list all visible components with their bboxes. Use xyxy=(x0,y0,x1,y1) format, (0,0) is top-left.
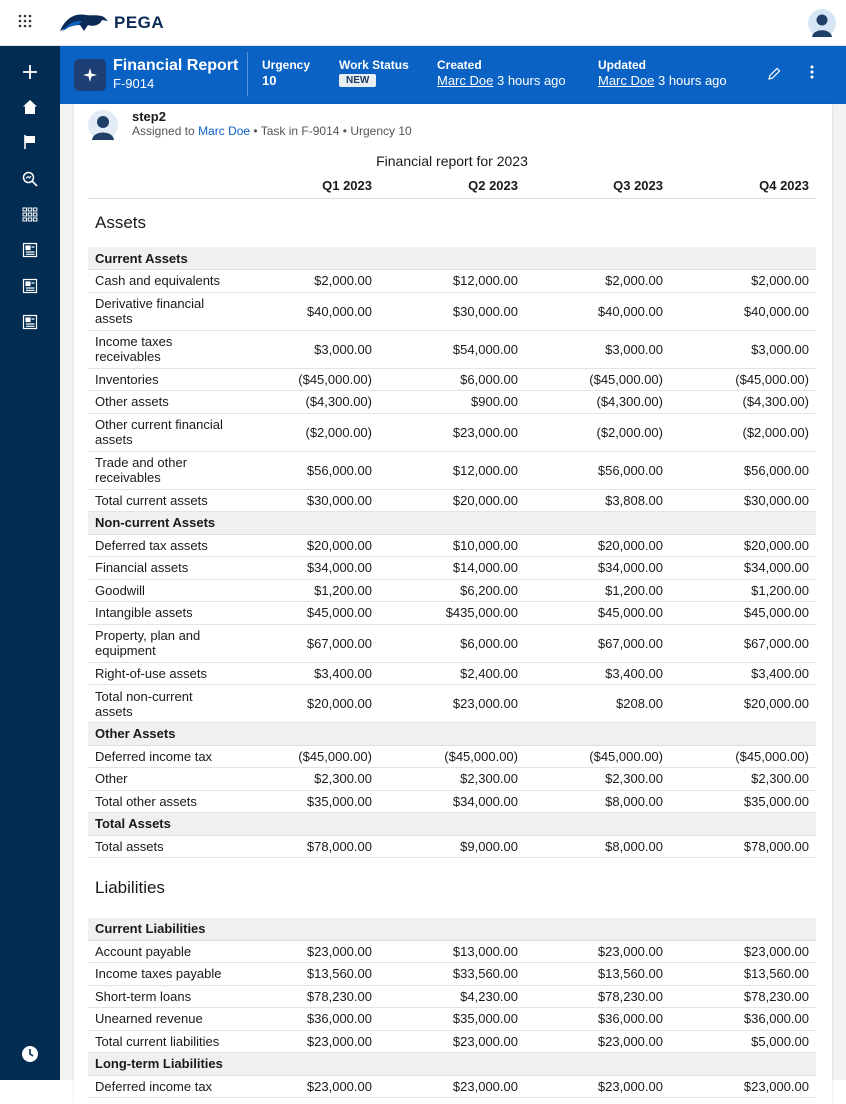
table-row xyxy=(88,1008,816,1031)
table-row xyxy=(88,391,816,414)
value-cell: $23,000.00 xyxy=(525,1030,670,1053)
value-cell: $435,000.00 xyxy=(379,602,525,625)
value-cell: $20,000.00 xyxy=(525,534,670,557)
column-header: Q2 2023 xyxy=(379,174,525,198)
value-cell: $10,000.00 xyxy=(379,534,525,557)
value-cell: $40,000.00 xyxy=(234,292,379,330)
group-header: Long-term Liabilities xyxy=(88,1053,816,1076)
report-icon-1[interactable] xyxy=(20,240,40,260)
column-header: Q4 2023 xyxy=(670,174,816,198)
value-cell: $3,808.00 xyxy=(525,489,670,512)
value-cell: $20,000.00 xyxy=(379,489,525,512)
value-cell: ($2,000.00) xyxy=(234,413,379,451)
header-divider xyxy=(247,52,248,96)
app-launcher-icon[interactable] xyxy=(18,14,42,34)
value-cell: $13,560.00 xyxy=(525,963,670,986)
value-cell: $23,000.00 xyxy=(379,685,525,723)
created-by-link[interactable]: Marc Doe xyxy=(437,73,494,88)
edit-pencil-icon[interactable] xyxy=(766,66,782,82)
financial-report-table xyxy=(88,174,816,1098)
section-heading-row xyxy=(88,198,816,247)
value-cell: $5,000.00 xyxy=(670,1030,816,1053)
value-cell: $23,000.00 xyxy=(670,940,816,963)
value-cell: $78,230.00 xyxy=(234,985,379,1008)
value-cell: $34,000.00 xyxy=(379,790,525,813)
left-navigation xyxy=(0,46,60,1080)
table-row xyxy=(88,451,816,489)
value-cell: $67,000.00 xyxy=(670,624,816,662)
value-cell: $4,230.00 xyxy=(379,985,525,1008)
value-cell: $30,000.00 xyxy=(670,489,816,512)
row-label: Inventories xyxy=(88,368,234,391)
value-cell: $13,560.00 xyxy=(234,963,379,986)
value-cell: $12,000.00 xyxy=(379,451,525,489)
value-cell: $6,000.00 xyxy=(379,624,525,662)
value-cell: $2,300.00 xyxy=(379,768,525,791)
group-header: Total Assets xyxy=(88,813,816,836)
row-label: Short-term loans xyxy=(88,985,234,1008)
case-title: Financial Report xyxy=(113,57,239,74)
status-badge: NEW xyxy=(339,74,376,87)
row-label: Total other assets xyxy=(88,790,234,813)
row-label: Account payable xyxy=(88,940,234,963)
value-cell: $6,000.00 xyxy=(379,368,525,391)
row-label: Goodwill xyxy=(88,579,234,602)
table-header-row xyxy=(88,174,816,198)
value-cell: $56,000.00 xyxy=(525,451,670,489)
table-row xyxy=(88,330,816,368)
row-label: Trade and other receivables xyxy=(88,451,234,489)
case-id: F-9014 xyxy=(113,76,155,91)
value-cell: $23,000.00 xyxy=(670,1075,816,1098)
created-time: 3 hours ago xyxy=(496,73,566,88)
more-actions-icon[interactable] xyxy=(804,64,820,84)
report-title: Financial report for 2023 xyxy=(376,153,528,169)
table-row xyxy=(88,579,816,602)
value-cell: $23,000.00 xyxy=(379,1030,525,1053)
table-row xyxy=(88,963,816,986)
value-cell: $56,000.00 xyxy=(670,451,816,489)
work-status-field xyxy=(339,58,409,87)
group-header-row xyxy=(88,247,816,270)
value-cell: $20,000.00 xyxy=(670,685,816,723)
value-cell: $20,000.00 xyxy=(234,685,379,723)
value-cell: $67,000.00 xyxy=(525,624,670,662)
value-cell: $56,000.00 xyxy=(234,451,379,489)
value-cell: $78,000.00 xyxy=(234,835,379,858)
row-label: Total current assets xyxy=(88,489,234,512)
group-header-row xyxy=(88,813,816,836)
value-cell: $3,000.00 xyxy=(525,330,670,368)
value-cell: $78,230.00 xyxy=(670,985,816,1008)
value-cell: $34,000.00 xyxy=(525,557,670,580)
task-info: • Task in F-9014 • Urgency 10 xyxy=(253,124,412,138)
row-label: Income taxes payable xyxy=(88,963,234,986)
group-header: Other Assets xyxy=(88,723,816,746)
value-cell: $45,000.00 xyxy=(670,602,816,625)
created-label: Created xyxy=(437,58,482,72)
assignee-link[interactable]: Marc Doe xyxy=(198,124,251,138)
pega-logo[interactable] xyxy=(58,10,164,36)
create-plus-icon[interactable] xyxy=(20,62,40,82)
column-header: Q3 2023 xyxy=(525,174,670,198)
value-cell: $78,000.00 xyxy=(670,835,816,858)
value-cell: $3,400.00 xyxy=(234,662,379,685)
value-cell: ($2,000.00) xyxy=(670,413,816,451)
urgency-value: 10 xyxy=(262,73,277,88)
assigned-prefix: Assigned to xyxy=(132,124,195,138)
value-cell: $9,000.00 xyxy=(379,835,525,858)
value-cell: ($4,300.00) xyxy=(234,391,379,414)
value-cell: ($2,000.00) xyxy=(525,413,670,451)
value-cell: $3,000.00 xyxy=(670,330,816,368)
row-label: Other assets xyxy=(88,391,234,414)
step-meta xyxy=(132,124,412,138)
row-label: Right-of-use assets xyxy=(88,662,234,685)
table-row xyxy=(88,292,816,330)
case-sparkle-icon xyxy=(74,59,106,91)
value-cell: ($45,000.00) xyxy=(525,745,670,768)
value-cell: $35,000.00 xyxy=(379,1008,525,1031)
table-row xyxy=(88,790,816,813)
user-avatar[interactable] xyxy=(808,9,836,37)
value-cell: $900.00 xyxy=(379,391,525,414)
value-cell: $2,300.00 xyxy=(670,768,816,791)
table-row xyxy=(88,745,816,768)
pega-logo-icon xyxy=(58,11,110,35)
urgency-label: Urgency xyxy=(262,58,311,72)
value-cell: ($45,000.00) xyxy=(234,745,379,768)
table-row xyxy=(88,940,816,963)
value-cell: $8,000.00 xyxy=(525,835,670,858)
value-cell: $2,000.00 xyxy=(525,270,670,293)
value-cell: $3,400.00 xyxy=(670,662,816,685)
row-label: Other xyxy=(88,768,234,791)
step-avatar xyxy=(88,110,118,140)
table-row xyxy=(88,557,816,580)
table-row xyxy=(88,368,816,391)
urgency-field xyxy=(262,58,310,88)
report-icon-3[interactable] xyxy=(20,312,40,332)
group-header-row xyxy=(88,918,816,941)
value-cell: $33,560.00 xyxy=(379,963,525,986)
value-cell: $2,400.00 xyxy=(379,662,525,685)
value-cell: $20,000.00 xyxy=(234,534,379,557)
row-label: Income taxes receivables xyxy=(88,330,234,368)
top-bar xyxy=(0,0,846,46)
recent-clock-icon[interactable] xyxy=(20,1044,40,1064)
value-cell: $67,000.00 xyxy=(234,624,379,662)
table-body xyxy=(88,198,816,1098)
table-row xyxy=(88,602,816,625)
value-cell: $78,230.00 xyxy=(525,985,670,1008)
row-label: Total assets xyxy=(88,835,234,858)
value-cell: $8,000.00 xyxy=(525,790,670,813)
flag-icon[interactable] xyxy=(20,132,40,152)
value-cell: $34,000.00 xyxy=(670,557,816,580)
value-cell: ($45,000.00) xyxy=(234,368,379,391)
case-header xyxy=(60,46,846,104)
value-cell: $23,000.00 xyxy=(234,1030,379,1053)
value-cell: $36,000.00 xyxy=(670,1008,816,1031)
row-label: Other current financial assets xyxy=(88,413,234,451)
value-cell: $2,000.00 xyxy=(670,270,816,293)
value-cell: ($45,000.00) xyxy=(525,368,670,391)
value-cell: $20,000.00 xyxy=(670,534,816,557)
row-label: Total non-current assets xyxy=(88,685,234,723)
table-row xyxy=(88,662,816,685)
row-label: Financial assets xyxy=(88,557,234,580)
home-icon[interactable] xyxy=(20,97,40,117)
value-cell: ($45,000.00) xyxy=(379,745,525,768)
value-cell: $23,000.00 xyxy=(234,1075,379,1098)
value-cell: $45,000.00 xyxy=(234,602,379,625)
value-cell: $36,000.00 xyxy=(234,1008,379,1031)
column-header: Q1 2023 xyxy=(234,174,379,198)
table-row xyxy=(88,534,816,557)
updated-field xyxy=(598,58,727,88)
table-row xyxy=(88,413,816,451)
group-header: Non-current Assets xyxy=(88,512,816,535)
brand-name: PEGA xyxy=(114,13,165,32)
table-row xyxy=(88,489,816,512)
value-cell: $30,000.00 xyxy=(234,489,379,512)
content-area xyxy=(60,104,846,1094)
row-label: Total current liabilities xyxy=(88,1030,234,1053)
value-cell: $1,200.00 xyxy=(525,579,670,602)
value-cell: $2,300.00 xyxy=(234,768,379,791)
row-label: Deferred income tax xyxy=(88,745,234,768)
row-label: Intangible assets xyxy=(88,602,234,625)
value-cell: $2,000.00 xyxy=(234,270,379,293)
row-label: Unearned revenue xyxy=(88,1008,234,1031)
apps-grid-icon[interactable] xyxy=(20,204,40,224)
value-cell: $40,000.00 xyxy=(670,292,816,330)
value-cell: $54,000.00 xyxy=(379,330,525,368)
updated-time: 3 hours ago xyxy=(657,73,727,88)
value-cell: $2,300.00 xyxy=(525,768,670,791)
value-cell: $13,560.00 xyxy=(670,963,816,986)
value-cell: ($4,300.00) xyxy=(525,391,670,414)
updated-label: Updated xyxy=(598,58,646,72)
group-header-row xyxy=(88,512,816,535)
group-header: Current Assets xyxy=(88,247,816,270)
work-status-label: Work Status xyxy=(339,58,409,72)
step-name: step2 xyxy=(132,109,166,124)
table-row xyxy=(88,1030,816,1053)
value-cell: $35,000.00 xyxy=(234,790,379,813)
created-field xyxy=(437,58,566,88)
analytics-search-icon[interactable] xyxy=(20,169,40,189)
value-cell: $13,000.00 xyxy=(379,940,525,963)
row-label: Deferred tax assets xyxy=(88,534,234,557)
value-cell: $35,000.00 xyxy=(670,790,816,813)
value-cell: $23,000.00 xyxy=(379,413,525,451)
row-label: Property, plan and equipment xyxy=(88,624,234,662)
group-header-row xyxy=(88,1053,816,1076)
table-row xyxy=(88,685,816,723)
assignment-card xyxy=(74,104,832,1104)
value-cell: $6,200.00 xyxy=(379,579,525,602)
value-cell: $34,000.00 xyxy=(234,557,379,580)
value-cell: $23,000.00 xyxy=(234,940,379,963)
updated-by-link[interactable]: Marc Doe xyxy=(598,73,655,88)
value-cell: $23,000.00 xyxy=(379,1075,525,1098)
value-cell: ($45,000.00) xyxy=(670,745,816,768)
header-label-column xyxy=(88,174,234,198)
value-cell: $1,200.00 xyxy=(234,579,379,602)
value-cell: $3,000.00 xyxy=(234,330,379,368)
value-cell: $30,000.00 xyxy=(379,292,525,330)
table-row xyxy=(88,624,816,662)
value-cell: $1,200.00 xyxy=(670,579,816,602)
value-cell: $208.00 xyxy=(525,685,670,723)
value-cell: ($45,000.00) xyxy=(670,368,816,391)
value-cell: $36,000.00 xyxy=(525,1008,670,1031)
row-label: Derivative financial assets xyxy=(88,292,234,330)
value-cell: $23,000.00 xyxy=(525,1075,670,1098)
section-heading: Assets xyxy=(95,213,147,233)
group-header-row xyxy=(88,723,816,746)
row-label: Deferred income tax xyxy=(88,1075,234,1098)
table-row xyxy=(88,1075,816,1098)
value-cell: ($4,300.00) xyxy=(670,391,816,414)
table-row xyxy=(88,768,816,791)
section-heading-row xyxy=(88,858,816,918)
value-cell: $3,400.00 xyxy=(525,662,670,685)
value-cell: $14,000.00 xyxy=(379,557,525,580)
value-cell: $23,000.00 xyxy=(525,940,670,963)
section-heading: Liabilities xyxy=(95,878,165,898)
value-cell: $45,000.00 xyxy=(525,602,670,625)
table-row xyxy=(88,270,816,293)
report-icon-2[interactable] xyxy=(20,276,40,296)
value-cell: $12,000.00 xyxy=(379,270,525,293)
group-header: Current Liabilities xyxy=(88,918,816,941)
table-row xyxy=(88,835,816,858)
table-row xyxy=(88,985,816,1008)
row-label: Cash and equivalents xyxy=(88,270,234,293)
value-cell: $40,000.00 xyxy=(525,292,670,330)
